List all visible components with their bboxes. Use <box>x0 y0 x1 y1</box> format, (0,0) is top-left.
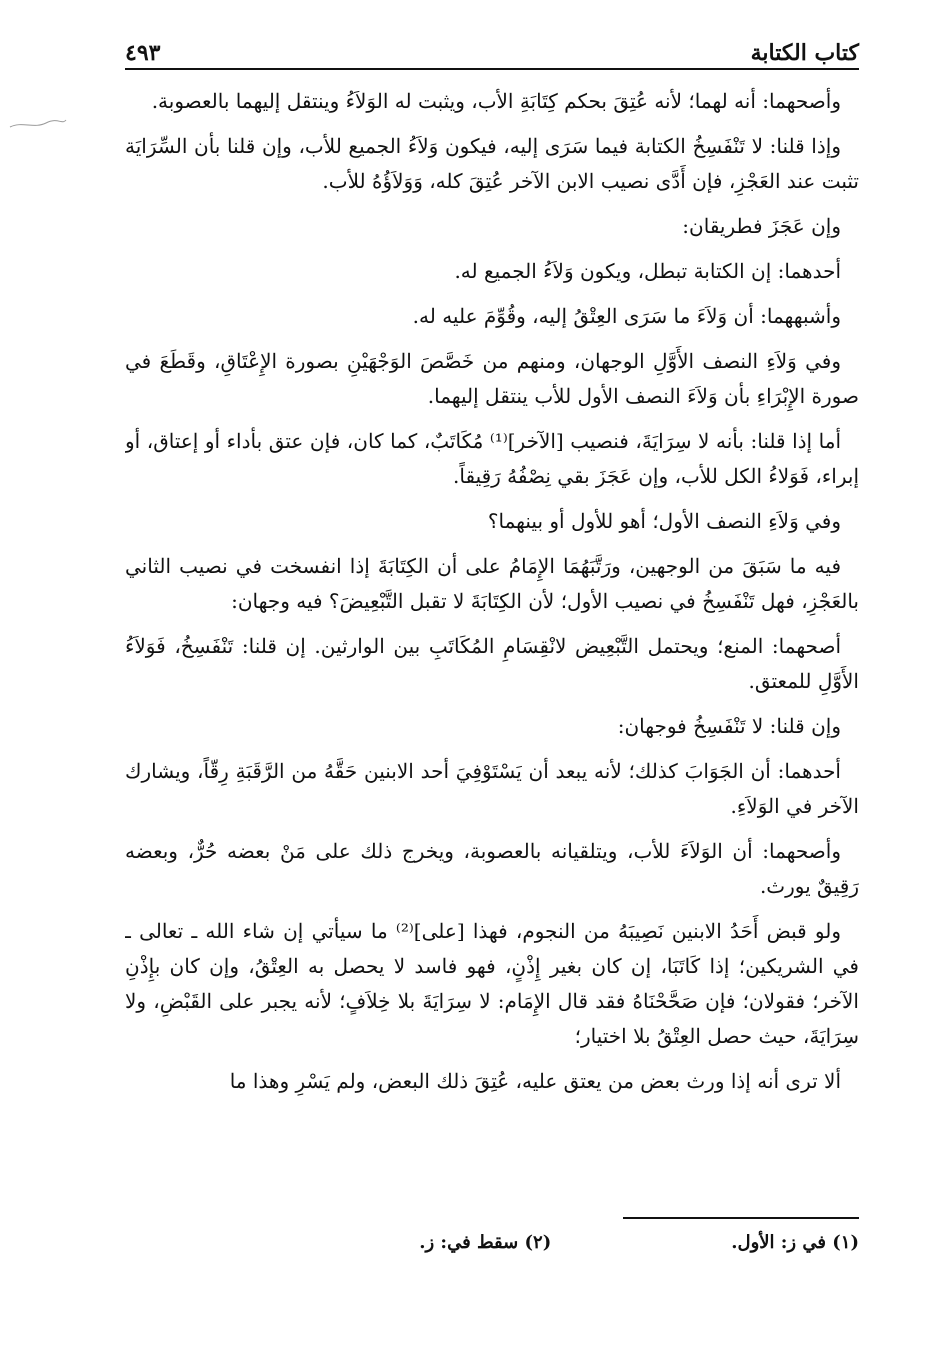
paragraph: وأصحهما: أن الوَلاَءَ للأب، ويتلقيانه بالعصوبة، ويخرج ذلك على مَنْ بعضه حُرٌّ، وبعضه رَقِيقٌ يورث. <box>125 839 859 898</box>
footnote-rule <box>623 1217 859 1219</box>
paragraph: وإذا قلنا: لا تَنْفَسِخُ الكتابة فيما سَرَى إليه، فيكون وَلاَءُ الجميع للأب، وإن قلنا بأن السِّرَايَة تثبت عند العَجْزِ، فإن أَدَّى نصيب الابن الآخر عُتِقَ كله، وَوَلاَؤُهُ للأب. <box>125 134 859 193</box>
paragraph: أحدهما: أن الجَوَابَ كذلك؛ لأنه يبعد أن يَسْتَوْفِيَ أحد الابنين حَقَّهُ من الرَّقَبَةِ رِقّاً، ويشارك الآخر في الوَلاَءِ. <box>125 759 859 818</box>
paragraph: أما إذا قلنا: بأنه لا سِرَايَةَ، فنصيب [الآخر]⁽¹⁾ مُكَاتَبٌ، كما كان، فإن عتق بأداء أو إعتاق، أو إبراء، فَوَلاءُ الكل للأب، وإن عَجَزَ بقي نِصْفُهُ رَقِيقاً. <box>125 429 859 488</box>
paragraph: أصحهما: المنع؛ ويحتمل التَّبْعِيض لانْقِسَامِ المُكَاتَبِ بين الوارثين. إن قلنا: تَنْفَسِخُ، فَوَلاَءُ الأَوَّلِ للمعتق. <box>125 634 859 693</box>
footnotes <box>125 1232 859 1253</box>
paragraph: فيه ما سَبَقَ من الوجهين، ورَتَّبَهُمَا الإِمَامُ على أن الكِتَابَةَ إذا انفسخت في نصيب الثاني بالعَجْزِ، فهل تَنْفَسِخُ في نصيب الأول؛ لأن الكِتَابَةَ لا تقبل التَّبْعِيضَ؟ فيه وجهان: <box>125 554 859 613</box>
paragraph: ولو قبض أَحَدُ الابنين نَصِيبَهُ من النجوم، فهذا [على]⁽²⁾ ما سيأتي إن شاء الله ـ تعالى ـ في الشريكين؛ إذا كَاتَبَا، إن كان بغير إِذْنٍ، فهو فاسد لا يحصل به العِتْقُ، وإن كان بإِذْنِ الآخر؛ فقولان؛ فإن صَحَّحْنَاهُ فقد قال الإِمَام: لا سِرَايَةَ بلا خِلاَفٍ؛ لأنه يجبر على القَبْضِ، ولا سِرَايَةَ، حيث حصل العِتْقُ بلا اختيار؛ <box>125 919 859 1048</box>
paragraph: وفي وَلاَءِ النصف الأَوَّلِ الوجهان، ومنهم من خَصَّصَ الوَجْهَيْنِ بصورة الإِعْتَاقِ، وقَطَعَ في صورة الإِبْرَاءِ بأن وَلاَءَ النصف الأول للأب ينتقل إليهما. <box>125 349 859 408</box>
paragraph: وأشبههما: أن وَلاَءَ ما سَرَى العِتْقُ إليه، وقُوِّمَ عليه له. <box>412 304 841 328</box>
paragraph: وفي وَلاَءِ النصف الأول؛ أهو للأول أو بينهما؟ <box>487 509 841 533</box>
paragraph: وأصحهما: أنه لهما؛ لأنه عُتِقَ بحكم كِتَابَةِ الأب، ويثبت له الوَلاَءُ وينتقل إليهما بالعصوبة. <box>151 89 841 113</box>
paragraph: وإن عَجَزَ فطريقان: <box>682 214 841 238</box>
header-rule <box>125 68 859 70</box>
footnote: (١) في ز: الأول. <box>731 1232 859 1253</box>
paragraph: ألا ترى أنه إذا ورث بعض من يعتق عليه، عُتِقَ ذلك البعض، ولم يَسْرِ وهذا ما <box>229 1069 841 1093</box>
paragraph: أحدهما: إن الكتابة تبطل، ويكون وَلاَءُ الجميع له. <box>454 259 841 283</box>
page-number: ٤٩٣ <box>125 40 161 66</box>
footnote: (٢) سقط في: ز. <box>419 1232 552 1253</box>
running-title: كتاب الكتابة <box>750 40 859 66</box>
pen-mark-icon <box>8 117 68 131</box>
running-header <box>125 30 859 66</box>
body-text <box>125 84 859 1194</box>
paragraph: وإن قلنا: لا تَنْفَسِخُ فوجهان: <box>617 714 841 738</box>
